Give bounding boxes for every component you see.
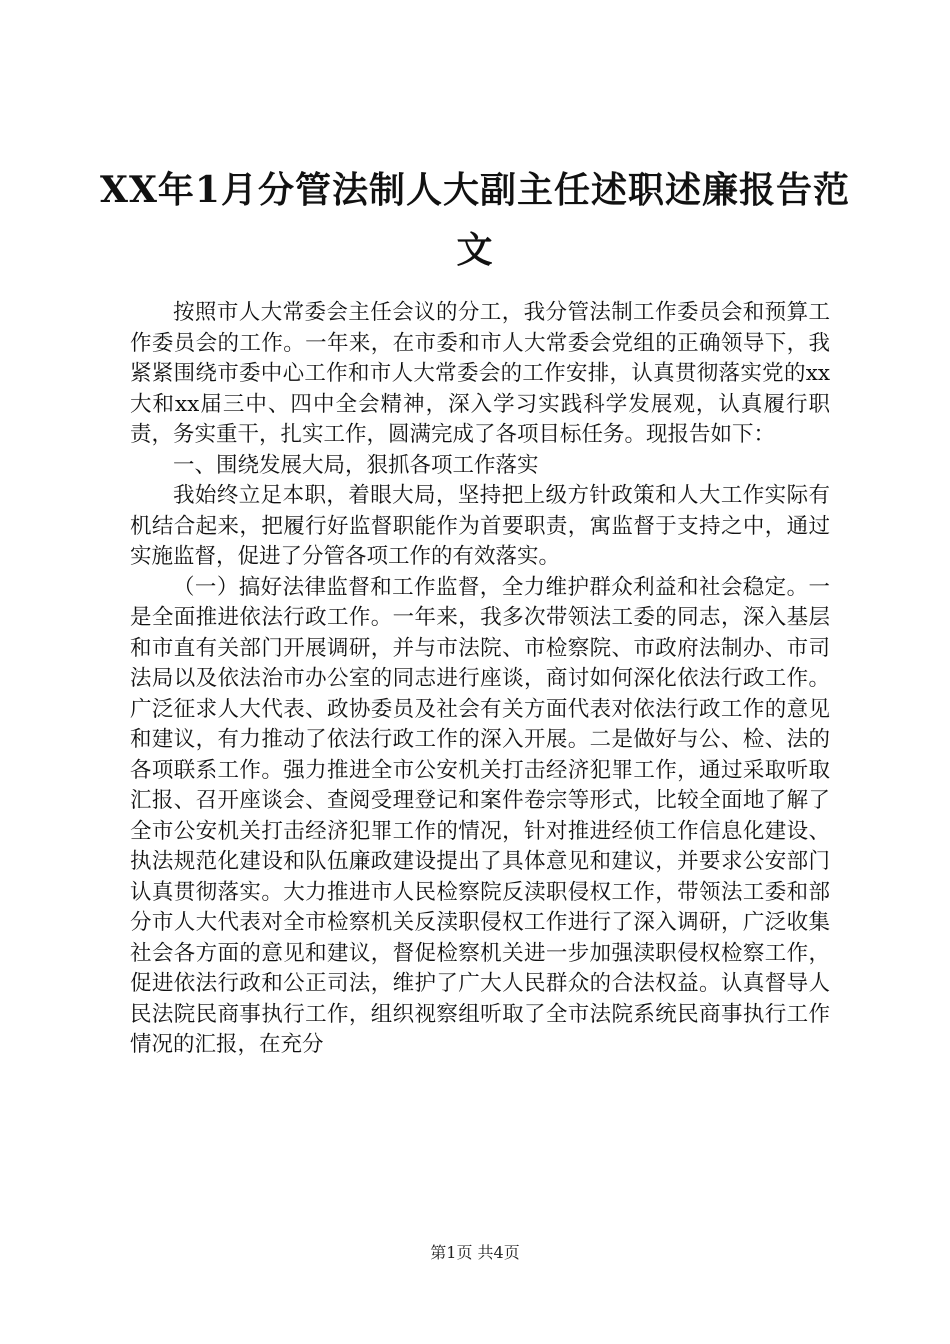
page-footer: 第1页 共4页 [430, 1243, 520, 1262]
document-body [130, 298, 830, 1061]
document-title: XX年1月分管法制人大副主任述职述廉报告范文 [100, 169, 850, 271]
subsection-paragraph: （一）搞好法律监督和工作监督，全力维护群众利益和社会稳定。一是全面推进依法行政工作。一年来，我多次带领法工委的同志，深入基层和市直有关部门开展调研，并与市法院、市检察院、市政府法制办、市司法局以及依法治市办公室的同志进行座谈，商讨如何深化依法行政工作。广泛征求人大代表、政协委员及社会有关方面代表对依法行政工作的意见和建议，有力推动了依法行政工作的深入开展。二是做好与公、检、法的各项联系工作。强力推进全市公安机关打击经济犯罪工作，通过采取听取汇报、召开座谈会、查阅受理登记和案件卷宗等形式，比较全面地了解了全市公安机关打击经济犯罪工作的情况，针对推进经侦工作信息化建设、执法规范化建设和队伍廉政建设提出了具体意见和建议，并要求公安部门认真贯彻落实。大力推进市人民检察院反渎职侵权工作，带领法工委和部分市人大代表对全市检察机关反渎职侵权工作进行了深入调研，广泛收集社会各方面的意见和建议，督促检察机关进一步加强渎职侵权检察工作，促进依法行政和公正司法，维护了广大人民群众的合法权益。认真督导人民法院民商事执行工作，组织视察组听取了全市法院系统民商事执行工作情况的汇报，在充分 [130, 574, 830, 1057]
section-paragraph: 我始终立足本职，着眼大局，坚持把上级方针政策和人大工作实际有机结合起来，把履行好监督职能作为首要职责，寓监督于支持之中，通过实施监督，促进了分管各项工作的有效落实。 [130, 483, 830, 569]
section-heading: 一、围绕发展大局，狠抓各项工作落实 [173, 452, 539, 478]
intro-paragraph: 按照市人大常委会主任会议的分工，我分管法制工作委员会和预算工作委员会的工作。一年来，在市委和市人大常委会党组的正确领导下，我紧紧围绕市委中心工作和市人大常委会的工作安排，认真贯彻落实党的xx大和xx届三中、四中全会精神，深入学习实践科学发展观，认真履行职责，务实重干，扎实工作，圆满完成了各项目标任务。现报告如下： [130, 300, 830, 447]
